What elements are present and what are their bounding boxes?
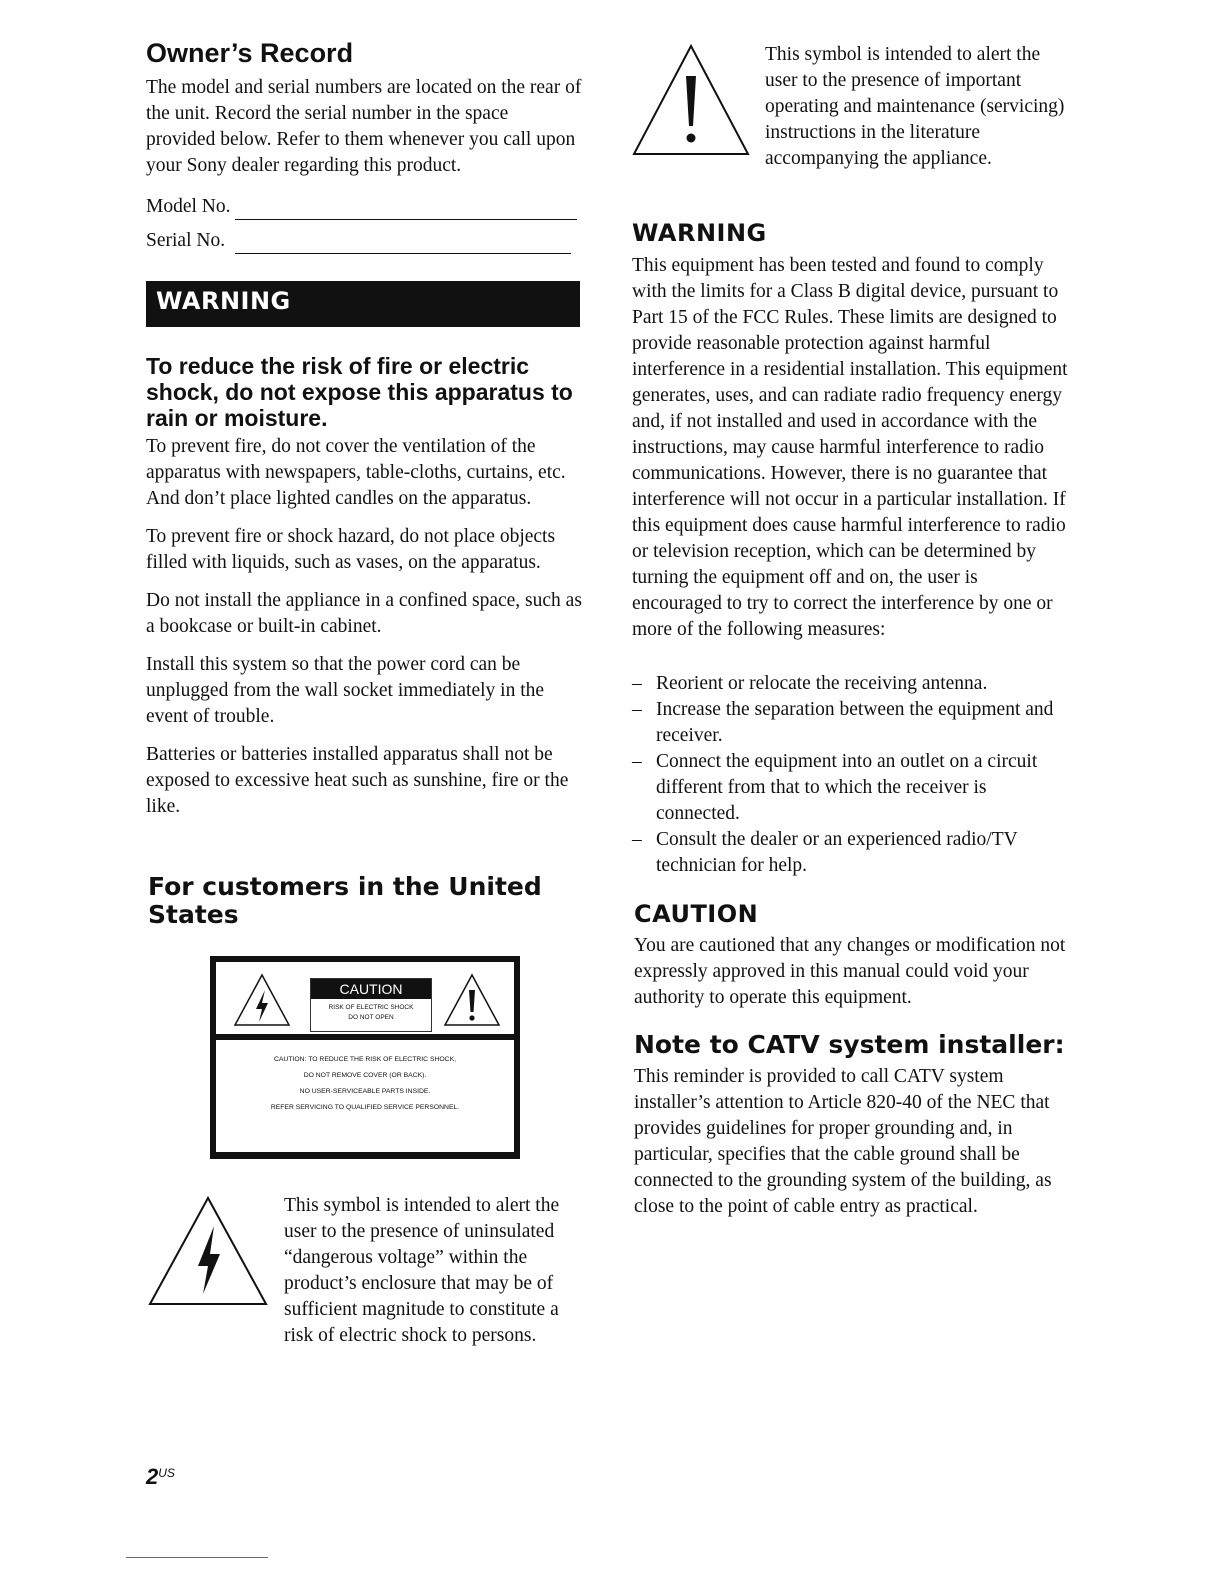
- list-dash: –: [632, 829, 642, 850]
- page-number-value: 2: [146, 1464, 159, 1489]
- model-number-label: Model No.: [146, 196, 231, 217]
- measure-text: Consult the dealer or an experienced radio/TV technician for help.: [656, 829, 1018, 876]
- caution-chip: [310, 978, 432, 1032]
- important-instructions-text: This symbol is intended to alert the user to the presence of important operating and maintenance (servicing) instructions in the literature accompanying the appliance.: [765, 44, 1065, 169]
- owners-record-heading: Owner’s Record: [146, 38, 354, 68]
- caution-heading: CAUTION: [634, 900, 759, 928]
- list-item: [632, 697, 1072, 749]
- owners-record-text: The model and serial numbers are located on the rear of the unit. Record the serial number in the space provided below. Refer to them whenever you call upon your Sony dealer regarding this product.: [146, 77, 582, 176]
- exclamation-warning-icon: [442, 972, 502, 1028]
- dangerous-voltage-text: This symbol is intended to alert the user to the presence of uninsulated “dangerous voltage” within the product’s enclosure that may be of sufficient magnitude to constitute a risk of electric shock to persons.: [284, 1195, 560, 1346]
- model-number-blank-line: [235, 201, 577, 220]
- catv-note-heading: Note to CATV system installer:: [634, 1030, 1065, 1059]
- list-dash: –: [632, 673, 642, 694]
- list-item: [632, 749, 1072, 827]
- lightning-warning-icon: [232, 972, 292, 1028]
- measure-text: Connect the equipment into an outlet on a circuit different from that to which the receiver is connected.: [656, 751, 1038, 824]
- caution-label-line: CAUTION: TO REDUCE THE RISK OF ELECTRIC SHOCK,: [273, 1056, 457, 1063]
- caution-label-line: DO NOT REMOVE COVER (OR BACK).: [303, 1072, 427, 1079]
- caution-text: You are cautioned that any changes or modification not expressly approved in this manual could void your authority to operate this equipment.: [634, 935, 1066, 1008]
- safety-paragraph: Install this system so that the power cord can be unplugged from the wall socket immediately in the event of trouble.: [146, 654, 545, 727]
- fcc-warning-heading: WARNING: [632, 219, 767, 247]
- caution-label-top: [216, 962, 514, 1034]
- fcc-warning-text: This equipment has been tested and found to comply with the limits for a Class B digital device, pursuant to Part 15 of the FCC Rules. These limits are designed to provide reasonable protection against harmful interference in a residential installation. This equipment generates, uses, and can radiate radio frequency energy and, if not installed and used in accordance with the instructions, may cause harmful interference to radio communications. However, there is no guarantee that interference will not occur in a particular installation. If this equipment does cause harmful interference to radio or television reception, which can be determined by turning the equipment off and on, the user is encouraged to try to correct the interference by one or more of the following measures:: [632, 255, 1068, 640]
- list-dash: –: [632, 699, 642, 720]
- caution-label-line: NO USER-SERVICEABLE PARTS INSIDE.: [299, 1088, 431, 1095]
- warning-banner: [146, 281, 580, 327]
- safety-paragraphs: [146, 434, 582, 832]
- risk-heading: To reduce the risk of fire or electric shock, do not expose this apparatus to rain or moisture.: [146, 353, 573, 431]
- page-number-suffix: US: [158, 1466, 175, 1480]
- page-number: [146, 1464, 175, 1490]
- safety-paragraph: To prevent fire or shock hazard, do not place objects filled with liquids, such as vases, on the apparatus.: [146, 526, 556, 573]
- measure-text: Increase the separation between the equipment and receiver.: [656, 699, 1054, 746]
- caution-chip-risk: RISK OF ELECTRIC SHOCK: [328, 1004, 414, 1011]
- serial-number-field: [146, 228, 571, 254]
- list-item: [632, 827, 1072, 879]
- catv-note-text: This reminder is provided to call CATV system installer’s attention to Article 820-40 of the NEC that provides guidelines for proper grounding and, in particular, specifies that the cable ground shall be connected to the grounding system of the building, as close to the point of cable entry as practical.: [634, 1066, 1052, 1217]
- exclamation-symbol-icon: [632, 44, 750, 156]
- caution-label-line: REFER SERVICING TO QUALIFIED SERVICE PERSONNEL.: [270, 1104, 460, 1111]
- serial-number-blank-line: [235, 235, 571, 254]
- safety-paragraph: Do not install the appliance in a confined space, such as a bookcase or built-in cabinet.: [146, 590, 582, 637]
- caution-chip-title: CAUTION: [311, 979, 431, 999]
- dangerous-voltage-icon: [148, 1196, 268, 1306]
- list-dash: –: [632, 751, 642, 772]
- footer-rule: [126, 1557, 268, 1558]
- caution-label-text-panel: [216, 1040, 514, 1152]
- safety-paragraph: To prevent fire, do not cover the ventilation of the apparatus with newspapers, table-cloths, curtains, etc. And don’t place lighted candles on the apparatus.: [146, 436, 566, 509]
- serial-number-label: Serial No.: [146, 230, 226, 251]
- measure-text: Reorient or relocate the receiving antenna.: [656, 673, 988, 694]
- interference-measures-list: [632, 671, 1072, 879]
- list-item: [632, 671, 1072, 697]
- model-number-field: [146, 194, 577, 220]
- safety-paragraph: Batteries or batteries installed apparatus shall not be exposed to excessive heat such as sunshine, fire or the like.: [146, 744, 569, 817]
- caution-label-figure: [210, 956, 520, 1159]
- warning-banner-text: WARNING: [156, 287, 291, 315]
- us-customers-heading: For customers in the United States: [148, 872, 542, 929]
- caution-chip-open: DO NOT OPEN: [348, 1014, 394, 1021]
